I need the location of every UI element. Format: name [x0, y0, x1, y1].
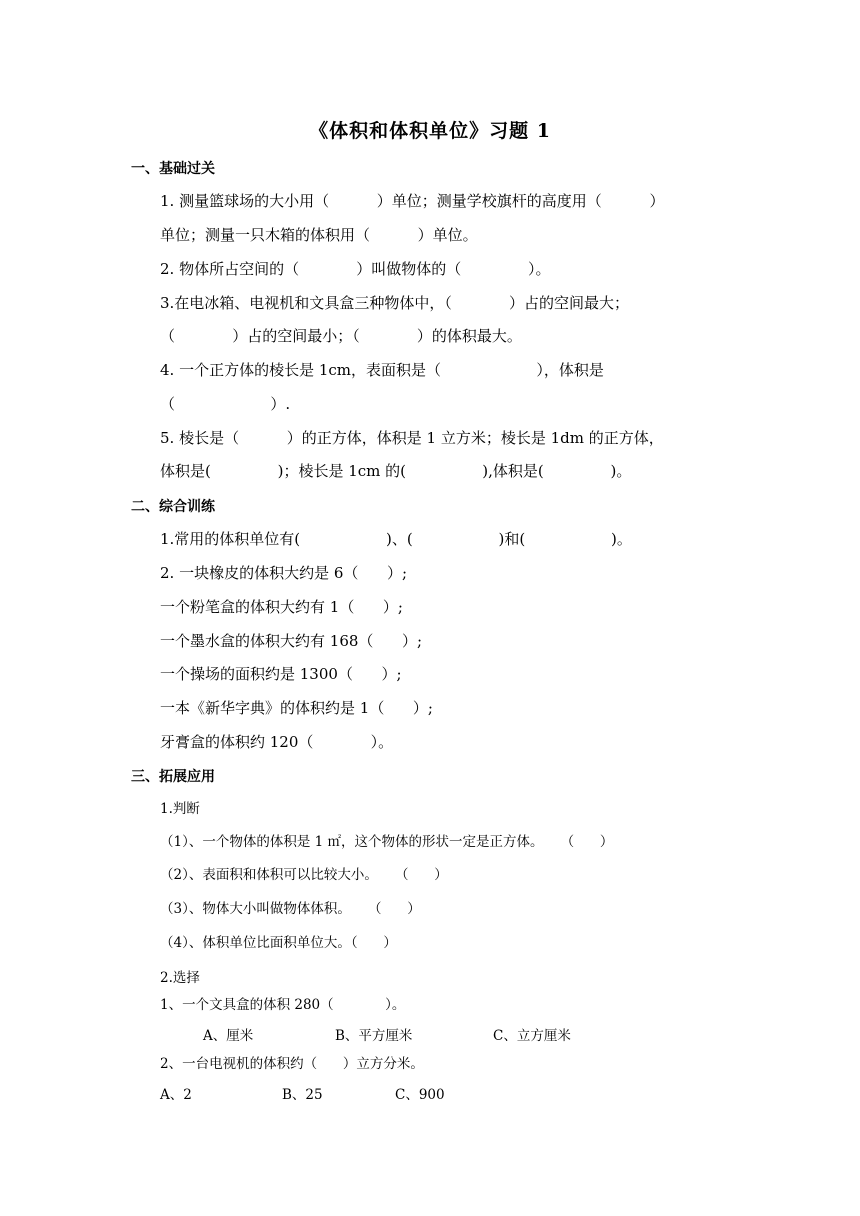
judge-item-3: （3）、物体大小叫做物体体积。 （ ） [160, 901, 421, 917]
choice-2-option-a: A、2 [160, 1087, 192, 1103]
document-title: 《体积和体积单位》习题 1 [309, 120, 551, 142]
section-heading-extension: 三、拓展应用 [131, 769, 215, 785]
choice-question-1: 1、一个文具盒的体积 280（ ）。 [160, 997, 406, 1013]
choice-1-option-a: A、厘米 [203, 1028, 254, 1044]
section-heading-comprehensive: 二、综合训练 [131, 499, 215, 515]
comprehensive-line-dictionary: 一本《新华字典》的体积约是 1（ ）; [160, 699, 433, 717]
question-1-line-1: 1. 测量篮球场的大小用（ ）单位；测量学校旗杆的高度用（ ） [160, 192, 665, 210]
judge-item-4: （4）、体积单位比面积单位大。（ ） [160, 935, 397, 951]
question-3-line-1: 3.在电冰箱、电视机和文具盒三种物体中，（ ）占的空间最大； [160, 294, 630, 312]
question-1-line-2: 单位；测量一只木箱的体积用（ ）单位。 [160, 226, 478, 244]
comprehensive-line-chalk-box: 一个粉笔盒的体积大约有 1（ ）; [160, 598, 403, 616]
judge-item-1: （1）、一个物体的体积是 1 ㎡，这个物体的形状一定是正方体。 （ ） [160, 834, 614, 850]
question-2: 2. 物体所占空间的（ ）叫做物体的（ ）。 [160, 260, 551, 278]
question-4-line-2: （ ）. [160, 395, 291, 413]
comprehensive-line-ink-box: 一个墨水盒的体积大约有 168（ ）; [160, 632, 423, 650]
question-4-line-1: 4. 一个正方体的棱长是 1cm，表面积是（ ），体积是 [160, 361, 604, 379]
choice-1-option-c: C、立方厘米 [493, 1028, 571, 1044]
choice-question-2: 2、一台电视机的体积约（ ）立方分米。 [160, 1056, 424, 1072]
judge-title: 1.判断 [160, 801, 200, 817]
question-5-line-2: 体积是( )；棱长是 1cm 的( ),体积是( )。 [160, 462, 632, 480]
comprehensive-question-1: 1.常用的体积单位有( )、( )和( )。 [160, 530, 632, 548]
choice-2-option-c: C、900 [395, 1087, 445, 1103]
section-heading-basic: 一、基础过关 [131, 161, 215, 177]
question-5-line-1: 5. 棱长是（ ）的正方体，体积是 1 立方米；棱长是 1dm 的正方体， [160, 429, 664, 447]
comprehensive-question-2: 2. 一块橡皮的体积大约是 6（ ）; [160, 564, 408, 582]
judge-item-2: （2）、表面积和体积可以比较大小。 （ ） [160, 867, 448, 883]
question-3-line-2: （ ）占的空间最小；（ ）的体积最大。 [160, 327, 522, 345]
comprehensive-line-toothpaste: 牙膏盒的体积约 120（ ）。 [160, 733, 394, 751]
comprehensive-line-playground: 一个操场的面积约是 1300（ ）; [160, 665, 402, 683]
choice-2-option-b: B、25 [282, 1087, 323, 1103]
choice-1-option-b: B、平方厘米 [335, 1028, 413, 1044]
choice-title: 2.选择 [160, 970, 200, 986]
